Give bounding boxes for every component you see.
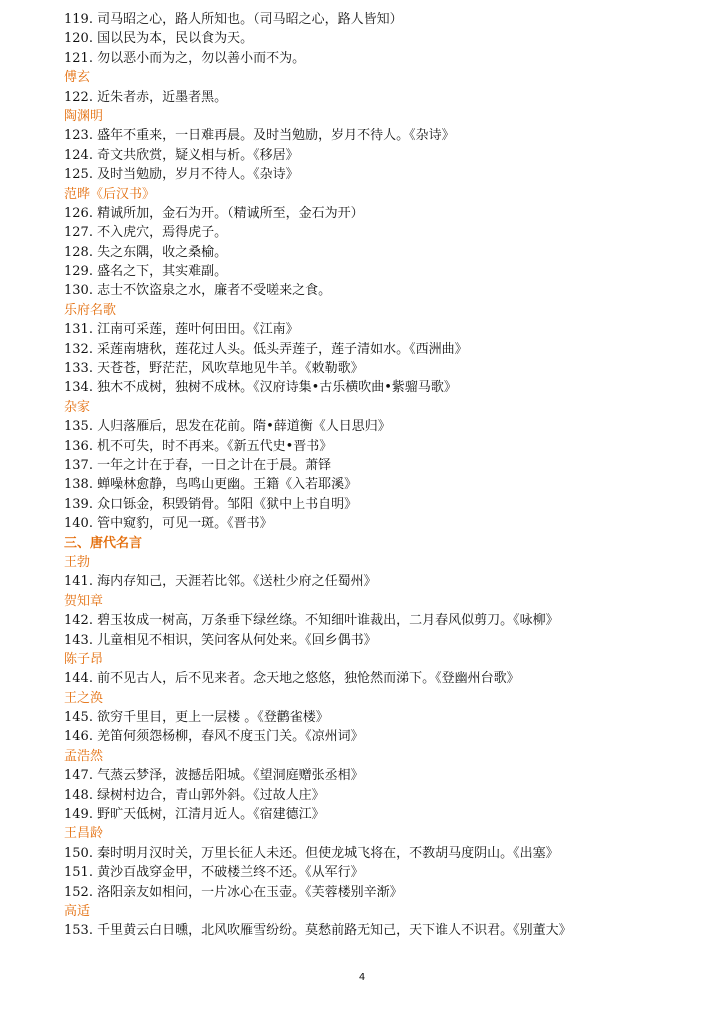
quote-entry: 129. 盛名之下，其实难副。 <box>64 264 228 280</box>
author-heading: 王昌龄 <box>64 826 104 842</box>
author-heading: 陈子昂 <box>64 651 104 667</box>
author-heading: 高适 <box>64 903 91 919</box>
quote-entry: 153. 千里黄云白日曛，北风吹雁雪纷纷。莫愁前路无知己，天下谁人不识君。《别董大》 <box>64 923 572 939</box>
author-heading: 乐府名歌 <box>64 302 117 318</box>
quote-entry: 149. 野旷天低树，江清月近人。《宿建德江》 <box>64 807 325 823</box>
quote-entry: 151. 黄沙百战穿金甲，不破楼兰终不还。《从军行》 <box>64 865 364 881</box>
quote-entry: 147. 气蒸云梦泽，波撼岳阳城。《望洞庭赠张丞相》 <box>64 768 364 784</box>
quote-entry: 119. 司马昭之心，路人所知也。（司马昭之心，路人皆知） <box>64 12 403 27</box>
quote-entry: 127. 不入虎穴，焉得虎子。 <box>64 225 228 241</box>
quote-entry: 126. 精诚所加，金石为开。（精诚所至，金石为开） <box>64 205 364 221</box>
quote-entry: 141. 海内存知己，天涯若比邻。《送杜少府之任蜀州》 <box>64 574 377 590</box>
document-body <box>64 10 704 941</box>
quote-entry: 148. 绿树村边合，青山郭外斜。《过故人庄》 <box>64 787 325 803</box>
section-heading: 三、唐代名言 <box>64 535 143 551</box>
quote-entry: 120. 国以民为本，民以食为天。 <box>64 31 254 47</box>
author-heading: 孟浩然 <box>64 748 104 764</box>
quote-entry: 145. 欲穷千里目，更上一层楼 。《登鹳雀楼》 <box>64 710 329 726</box>
quote-entry: 132. 采莲南塘秋，莲花过人头。低头弄莲子，莲子清如水。《西洲曲》 <box>64 341 468 357</box>
author-heading: 贺知章 <box>64 593 104 609</box>
quote-entry: 143. 儿童相见不相识，笑问客从何处来。《回乡偶书》 <box>64 632 377 648</box>
quote-entry: 134. 独木不成树，独树不成林。《汉府诗集•古乐横吹曲•紫骝马歌》 <box>64 380 457 396</box>
author-heading: 王勃 <box>64 554 91 570</box>
quote-entry: 142. 碧玉妆成一树高，万条垂下绿丝绦。不知细叶谁裁出，二月春风似剪刀。《咏柳》 <box>64 613 559 629</box>
quote-entry: 138. 蝉噪林愈静，鸟鸣山更幽。王籍《入若耶溪》 <box>64 477 358 493</box>
quote-entry: 122. 近朱者赤，近墨者黑。 <box>64 89 228 105</box>
quote-entry: 133. 天苍苍，野茫茫，风吹草地见牛羊。《敕勒歌》 <box>64 361 364 377</box>
quote-entry: 136. 机不可失，时不再来。《新五代史•晋书》 <box>64 438 333 454</box>
author-heading: 傅玄 <box>64 70 91 86</box>
quote-entry: 128. 失之东隅，收之桑榆。 <box>64 244 228 260</box>
page-number: 4 <box>358 972 366 983</box>
quote-entry: 125. 及时当勉励，岁月不待人。《杂诗》 <box>64 167 299 183</box>
quote-entry: 139. 众口铄金，积毁销骨。邹阳《狱中上书自明》 <box>64 496 358 512</box>
author-heading: 陶渊明 <box>64 108 104 124</box>
quote-entry: 150. 秦时明月汉时关，万里长征人未还。但使龙城飞将在，不教胡马度阴山。《出塞》 <box>64 845 559 861</box>
quote-entry: 124. 奇文共欣赏，疑义相与析。《移居》 <box>64 147 299 163</box>
author-heading: 王之涣 <box>64 690 104 706</box>
quote-entry: 131. 江南可采莲，莲叶何田田。《江南》 <box>64 322 299 338</box>
author-heading: 杂家 <box>64 399 91 415</box>
quote-entry: 144. 前不见古人，后不见来者。念天地之悠悠，独怆然而涕下。《登幽州台歌》 <box>64 671 520 687</box>
quote-entry: 135. 人归落雁后，思发在花前。隋•薛道衡《人日思归》 <box>64 419 391 435</box>
quote-entry: 137. 一年之计在于春，一日之计在于晨。萧铎 <box>64 457 332 473</box>
quote-entry: 130. 志士不饮盗泉之水，廉者不受嗟来之食。 <box>64 283 332 299</box>
quote-entry: 152. 洛阳亲友如相问，一片冰心在玉壶。《芙蓉楼别辛渐》 <box>64 884 403 900</box>
quote-entry: 123. 盛年不重来，一日难再晨。及时当勉励，岁月不待人。《杂诗》 <box>64 128 455 144</box>
quote-entry: 140. 管中窥豹，可见一斑。《晋书》 <box>64 516 273 532</box>
author-heading: 范晔《后汉书》 <box>64 186 156 202</box>
quote-entry: 146. 羌笛何须怨杨柳，春风不度玉门关。《凉州词》 <box>64 729 364 745</box>
quote-entry: 121. 勿以恶小而为之，勿以善小而不为。 <box>64 50 306 66</box>
